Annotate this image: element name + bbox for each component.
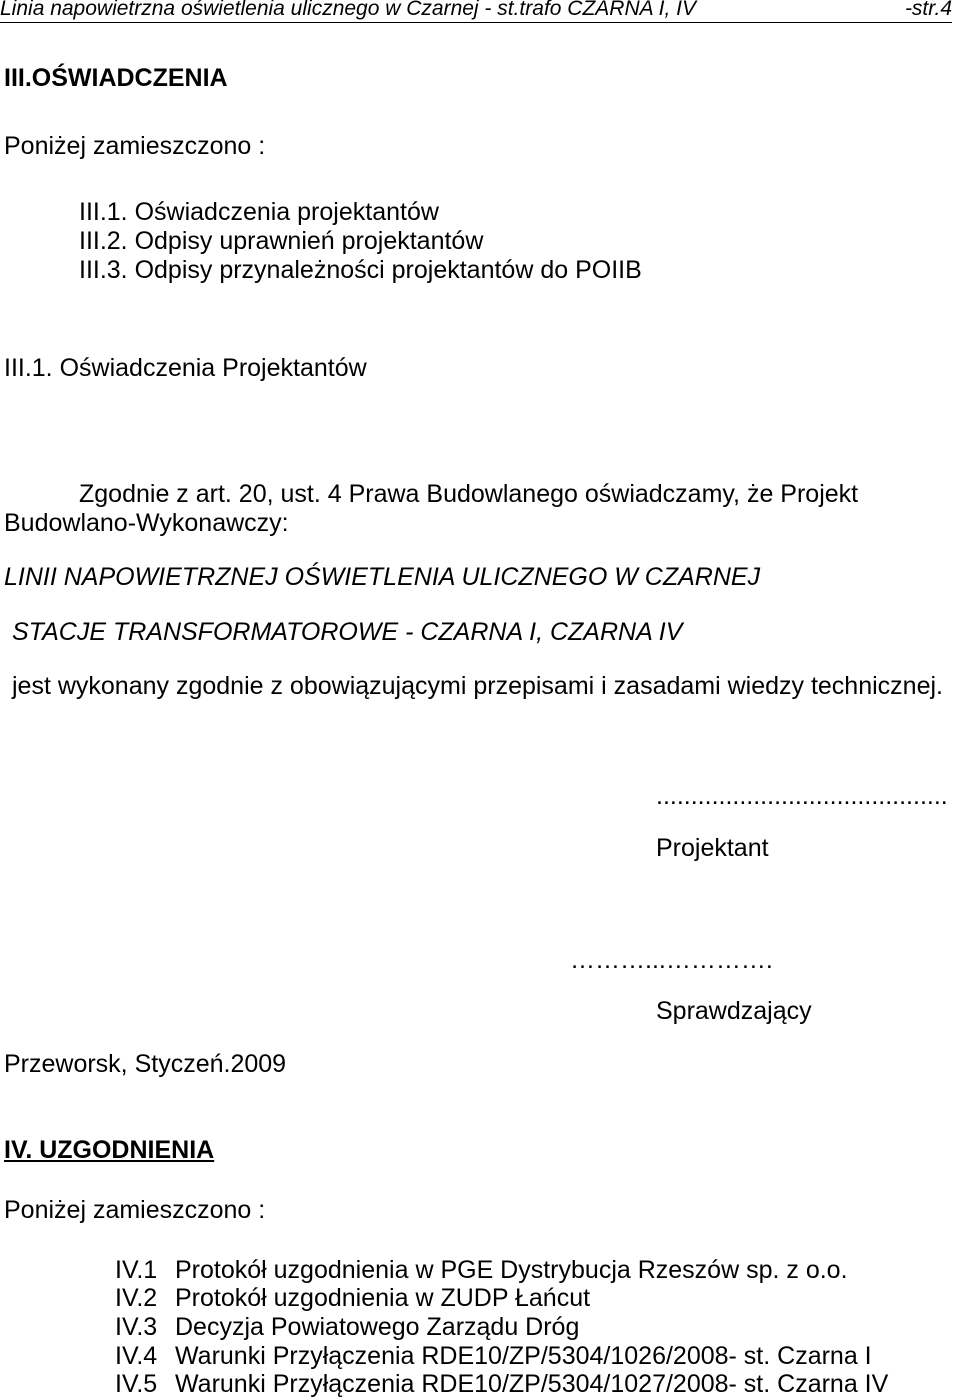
list-item: [115, 1341, 872, 1371]
list-item-text: Protokół uzgodnienia w PGE Dystrybucja Rzeszów sp. z o.o.: [175, 1256, 848, 1284]
list-item-text: Protokół uzgodnienia w ZUDP Łańcut: [175, 1284, 591, 1312]
signature-line: ………...………….: [570, 946, 773, 974]
list-item: [115, 1369, 888, 1399]
list-item-number: IV.5: [115, 1370, 158, 1398]
section-heading: IV. UZGODNIENIA: [4, 1136, 215, 1164]
section-intro: Poniżej zamieszczono :: [4, 1196, 266, 1224]
place-date: Przeworsk, Styczeń.2009: [4, 1050, 287, 1078]
page-header: [0, 0, 952, 23]
document-title: Linia napowietrzna oświetlenia ulicznego w Czarnej - st.trafo CZARNA I, IV: [0, 0, 697, 20]
list-item-text: Decyzja Powiatowego Zarządu Dróg: [175, 1313, 580, 1341]
signature-line: ..........................................: [656, 782, 948, 810]
list-item-number: IV.4: [115, 1342, 158, 1370]
project-stations: STACJE TRANSFORMATOROWE - CZARNA I, CZARNA IV: [12, 618, 683, 646]
toc-item: III.3. Odpisy przynależności projektantów do POIIB: [79, 256, 642, 284]
list-item-number: IV.2: [115, 1284, 158, 1312]
list-item-number: IV.3: [115, 1313, 158, 1341]
section-intro: Poniżej zamieszczono :: [4, 132, 266, 160]
list-item: [115, 1312, 579, 1342]
signature-role-checker: Sprawdzający: [656, 997, 812, 1025]
toc-item: III.2. Odpisy uprawnień projektantów: [79, 227, 484, 255]
toc-item: III.1. Oświadczenia projektantów: [79, 198, 439, 226]
statement-line: Zgodnie z art. 20, ust. 4 Prawa Budowlanego oświadczamy, że Projekt: [79, 480, 859, 508]
statement-conclusion: jest wykonany zgodnie z obowiązującymi przepisami i zasadami wiedzy technicznej.: [12, 672, 943, 700]
signature-role-designer: Projektant: [656, 834, 769, 862]
subsection-heading: III.1. Oświadczenia Projektantów: [4, 354, 367, 382]
list-item-text: Warunki Przyłączenia RDE10/ZP/5304/1027/2008- st. Czarna IV: [175, 1370, 889, 1398]
page-number: -str.4: [904, 0, 952, 20]
project-name: LINII NAPOWIETRZNEJ OŚWIETLENIA ULICZNEGO W CZARNEJ: [4, 563, 761, 591]
list-item: [115, 1255, 848, 1285]
list-item-text: Warunki Przyłączenia RDE10/ZP/5304/1026/2008- st. Czarna I: [175, 1342, 872, 1370]
list-item-number: IV.1: [115, 1256, 158, 1284]
statement-line: Budowlano-Wykonawczy:: [4, 509, 289, 537]
section-heading: III.OŚWIADCZENIA: [4, 64, 228, 92]
list-item: [115, 1283, 590, 1313]
